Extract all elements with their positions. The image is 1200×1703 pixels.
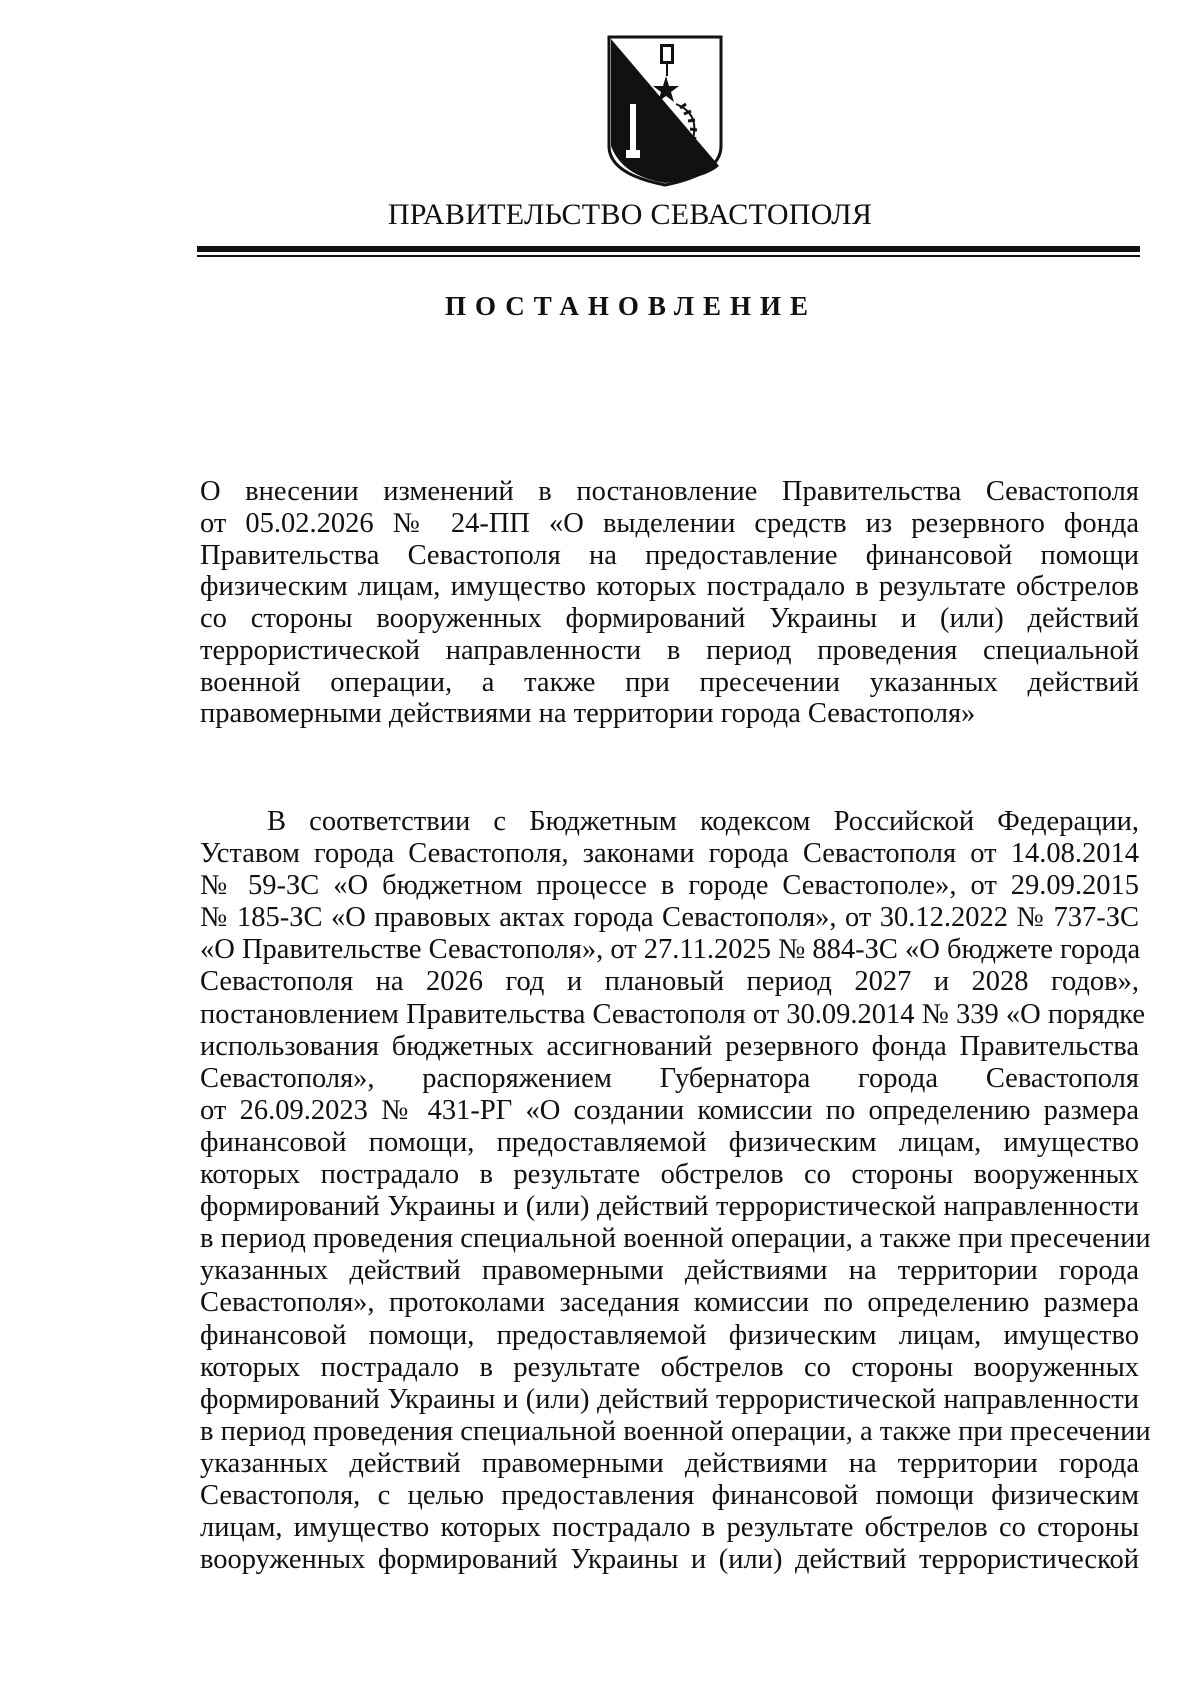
body-line: в период проведения специальной военной операции, а также при пресечении — [200, 1415, 1151, 1447]
document-type-title: ПОСТАНОВЛЕНИЕ — [444, 291, 818, 321]
subject-line: от 05.02.2026 № 24-ПП «О выделении средств из резервного фонда — [200, 507, 1139, 539]
subject-line: со стороны вооруженных формирований Украины и (или) действий — [200, 603, 1139, 634]
body-line: «О Правительстве Севастополя», от 27.11.2025 № 884-ЗС «О бюджете города — [200, 934, 1141, 966]
body-line: указанных действий правомерными действиями на территории города — [200, 1255, 1139, 1287]
body-line: вооруженных формирований Украины и (или) действий террористической — [200, 1544, 1139, 1576]
organization-name: ПРАВИТЕЛЬСТВО СЕВАСТОПОЛЯ — [387, 198, 873, 231]
body-line: от 26.09.2023 № 431-РГ «О создании комиссии по определению размера — [200, 1094, 1139, 1126]
body-line: финансовой помощи, предоставляемой физическим лицам, имущество — [200, 1319, 1139, 1351]
subject-line: Правительства Севастополя на предоставление финансовой помощи — [200, 539, 1139, 571]
body-line: В соответствии с Бюджетным кодексом Российской Федерации, — [267, 806, 1139, 837]
body-line: финансовой помощи, предоставляемой физическим лицам, имущество — [200, 1126, 1139, 1158]
body-line: № 185-ЗС «О правовых актах города Севастополя», от 30.12.2022 № 737-ЗС — [200, 902, 1139, 934]
body-line: Севастополя на 2026 год и плановый период 2027 и 2028 годов», — [200, 966, 1139, 998]
body-line: постановлением Правительства Севастополя от 30.09.2014 № 339 «О порядке — [200, 998, 1145, 1030]
header-divider-thick — [197, 246, 1140, 252]
body-line: Севастополя», распоряжением Губернатора города Севастополя — [200, 1062, 1139, 1094]
subject-line: террористической направленности в период проведения специальной — [200, 634, 1139, 666]
subject-line: военной операции, а также при пресечении указанных действий — [200, 666, 1139, 698]
document-subject — [200, 476, 1139, 730]
body-line: использования бюджетных ассигнований резервного фонда Правительства — [200, 1030, 1139, 1062]
subject-line: правомерными действиями на территории города Севастополя» — [200, 698, 976, 730]
subject-line: физическим лицам, имущество которых пострадало в результате обстрелов — [200, 571, 1139, 603]
body-line: указанных действий правомерными действиями на территории города — [200, 1447, 1139, 1479]
body-line: которых пострадало в результате обстрелов со стороны вооруженных — [200, 1159, 1139, 1191]
body-line: Севастополя», протоколами заседания комиссии по определению размера — [200, 1287, 1139, 1319]
body-line: в период проведения специальной военной операции, а также при пресечении — [200, 1223, 1151, 1255]
sevastopol-coat-of-arms-icon — [606, 34, 724, 188]
header-divider-thin — [197, 255, 1140, 257]
body-line: № 59-ЗС «О бюджетном процессе в городе Севастополе», от 29.09.2015 — [200, 870, 1139, 902]
body-line: Севастополя, с целью предоставления финансовой помощи физическим — [200, 1479, 1139, 1511]
subject-line: О внесении изменений в постановление Правительства Севастополя — [200, 476, 1139, 507]
body-line: которых пострадало в результате обстрелов со стороны вооруженных — [200, 1351, 1139, 1383]
body-line: формирований Украины и (или) действий террористической направленности — [200, 1191, 1139, 1223]
body-line: лицам, имущество которых пострадало в результате обстрелов со стороны — [200, 1512, 1139, 1544]
body-line: Уставом города Севастополя, законами города Севастополя от 14.08.2014 — [200, 838, 1139, 870]
body-line: формирований Украины и (или) действий террористической направленности — [200, 1383, 1139, 1415]
document-body — [200, 806, 1151, 1576]
